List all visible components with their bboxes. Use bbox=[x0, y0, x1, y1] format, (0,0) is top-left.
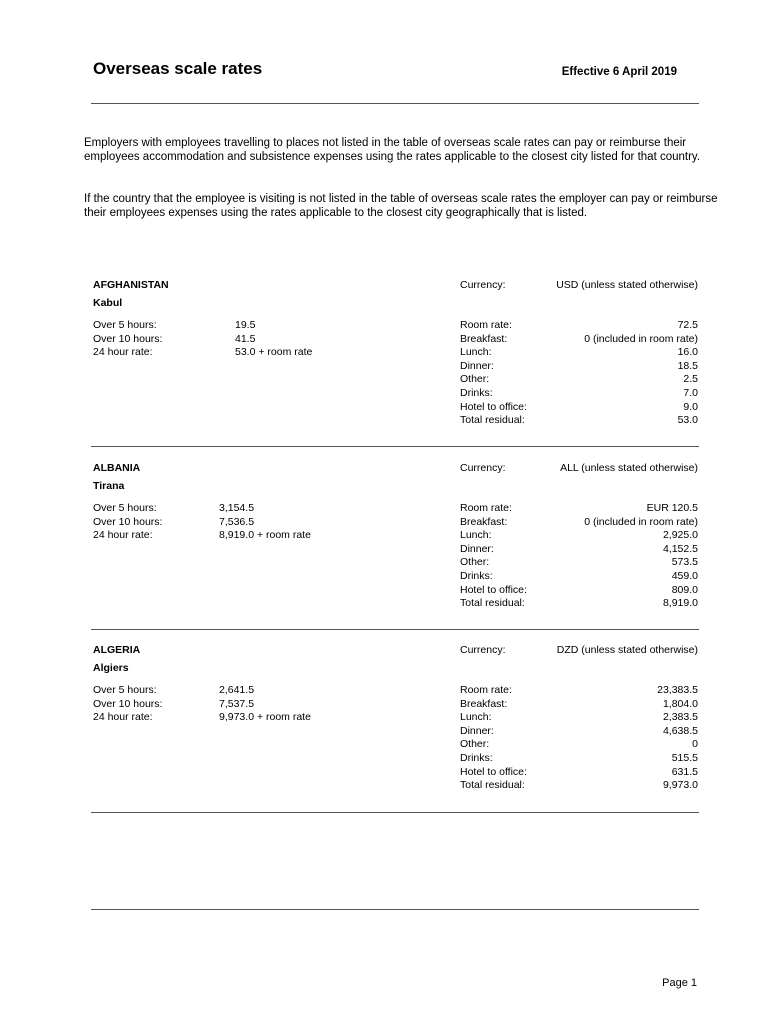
rate-value: 459.0 bbox=[671, 569, 698, 582]
country-name: ALGERIA bbox=[93, 644, 141, 656]
rate-row bbox=[460, 543, 698, 557]
rate-label: Drinks: bbox=[460, 569, 493, 582]
hour-rates bbox=[93, 319, 393, 360]
hour-rate-value: 2,641.5 bbox=[219, 684, 255, 696]
rate-label: Room rate: bbox=[460, 684, 512, 696]
hour-rate-label: Over 5 hours: bbox=[93, 502, 157, 514]
hour-rate-label: 24 hour rate: bbox=[93, 346, 153, 358]
currency-label: Currency: bbox=[460, 279, 506, 291]
rate-row bbox=[460, 752, 698, 766]
rate-row bbox=[460, 766, 698, 780]
hour-rate-row bbox=[93, 711, 393, 725]
rate-value: 0 bbox=[692, 738, 698, 751]
hour-rate-value: 41.5 bbox=[235, 332, 256, 345]
rate-label: Other: bbox=[460, 556, 490, 569]
hour-rate-value: 19.5 bbox=[235, 319, 256, 331]
rate-row bbox=[460, 597, 698, 611]
rate-row bbox=[460, 684, 698, 698]
rate-label: Hotel to office: bbox=[460, 765, 527, 778]
rate-row bbox=[460, 387, 698, 401]
rate-row bbox=[460, 319, 698, 333]
rate-label: Hotel to office: bbox=[460, 400, 527, 413]
rate-value: 2,925.0 bbox=[662, 529, 698, 542]
rate-value: 809.0 bbox=[671, 583, 698, 596]
hour-rate-value: 9,973.0 + room rate bbox=[219, 711, 311, 723]
rate-value: 631.5 bbox=[671, 765, 698, 778]
rate-breakdown bbox=[460, 502, 698, 611]
rate-value: 573.5 bbox=[671, 556, 698, 569]
rate-breakdown bbox=[460, 684, 698, 793]
hour-rate-value: 7,536.5 bbox=[219, 515, 255, 528]
rate-row bbox=[460, 516, 698, 530]
effective-date: Effective 6 April 2019 bbox=[561, 66, 677, 78]
intro-paragraph-1: Employers with employees travelling to places not listed in the table of overseas scale rates can pay or reimburse their employees accommodation and subsistence expenses using the rates applicable to the closest city listed for that country. bbox=[84, 137, 701, 163]
rate-label: Total residual: bbox=[460, 779, 525, 792]
rate-row bbox=[460, 556, 698, 570]
rate-label: Drinks: bbox=[460, 751, 493, 764]
rate-label: Room rate: bbox=[460, 319, 512, 331]
hour-rate-label: Over 10 hours: bbox=[93, 332, 163, 345]
rate-value: 4,638.5 bbox=[662, 724, 698, 737]
section-divider bbox=[91, 812, 699, 813]
hour-rate-row bbox=[93, 529, 393, 543]
rate-value: 8,919.0 bbox=[662, 597, 698, 610]
rate-row bbox=[460, 738, 698, 752]
rate-value: 0 (included in room rate) bbox=[584, 332, 698, 345]
rate-label: Lunch: bbox=[460, 346, 492, 359]
country-section-afghanistan bbox=[92, 279, 699, 439]
rate-label: Total residual: bbox=[460, 597, 525, 610]
rate-row bbox=[460, 584, 698, 598]
rate-value: 2.5 bbox=[683, 373, 698, 386]
section-divider bbox=[91, 629, 699, 630]
rate-row bbox=[460, 414, 698, 428]
rate-label: Dinner: bbox=[460, 724, 494, 737]
hour-rate-row bbox=[93, 516, 393, 530]
rate-row bbox=[460, 529, 698, 543]
hour-rate-row bbox=[93, 698, 393, 712]
city-name: Algiers bbox=[93, 662, 129, 674]
hour-rate-label: Over 5 hours: bbox=[93, 319, 157, 331]
country-name: AFGHANISTAN bbox=[93, 279, 169, 291]
rate-label: Breakfast: bbox=[460, 515, 508, 528]
rate-row bbox=[460, 711, 698, 725]
hour-rates bbox=[93, 502, 393, 543]
hour-rate-row bbox=[93, 333, 393, 347]
hour-rate-label: Over 5 hours: bbox=[93, 684, 157, 696]
page-title: Overseas scale rates bbox=[93, 59, 263, 78]
rate-label: Hotel to office: bbox=[460, 583, 527, 596]
rate-value: 1,804.0 bbox=[662, 697, 698, 710]
rate-value: 7.0 bbox=[683, 386, 698, 399]
rate-row bbox=[460, 373, 698, 387]
hour-rate-row bbox=[93, 319, 393, 333]
rate-label: Other: bbox=[460, 373, 490, 386]
city-name: Tirana bbox=[93, 480, 125, 492]
rate-row bbox=[460, 570, 698, 584]
rate-row bbox=[460, 333, 698, 347]
rate-value: 9.0 bbox=[683, 400, 698, 413]
rate-value: 515.5 bbox=[671, 751, 698, 764]
rate-value: 18.5 bbox=[677, 359, 698, 372]
currency-value: USD (unless stated otherwise) bbox=[556, 279, 698, 291]
country-name: ALBANIA bbox=[93, 462, 141, 474]
rate-row bbox=[460, 725, 698, 739]
hour-rate-row bbox=[93, 502, 393, 516]
currency-label: Currency: bbox=[460, 644, 506, 656]
rate-label: Dinner: bbox=[460, 359, 494, 372]
hour-rate-row bbox=[93, 684, 393, 698]
rate-row bbox=[460, 779, 698, 793]
hour-rate-label: 24 hour rate: bbox=[93, 529, 153, 541]
rate-value: 0 (included in room rate) bbox=[584, 515, 698, 528]
hour-rate-value: 3,154.5 bbox=[219, 502, 255, 514]
hour-rate-label: Over 10 hours: bbox=[93, 515, 163, 528]
rate-value: 9,973.0 bbox=[662, 779, 698, 792]
rate-value: 2,383.5 bbox=[662, 711, 698, 724]
page-number: Page 1 bbox=[662, 977, 697, 989]
rate-row bbox=[460, 346, 698, 360]
rate-row bbox=[460, 401, 698, 415]
rate-label: Room rate: bbox=[460, 502, 512, 514]
country-section-albania bbox=[92, 462, 699, 622]
rate-label: Drinks: bbox=[460, 386, 493, 399]
rate-label: Dinner: bbox=[460, 542, 494, 555]
rate-label: Breakfast: bbox=[460, 332, 508, 345]
hour-rate-label: 24 hour rate: bbox=[93, 711, 153, 723]
city-name: Kabul bbox=[93, 297, 123, 309]
rate-value: 4,152.5 bbox=[662, 542, 698, 555]
rate-breakdown bbox=[460, 319, 698, 428]
rate-row bbox=[460, 502, 698, 516]
rate-label: Total residual: bbox=[460, 414, 525, 427]
rate-value: 16.0 bbox=[677, 346, 698, 359]
rate-label: Lunch: bbox=[460, 529, 492, 542]
currency-value: DZD (unless stated otherwise) bbox=[556, 644, 698, 656]
rate-row bbox=[460, 360, 698, 374]
hour-rate-value: 53.0 + room rate bbox=[235, 346, 313, 358]
rate-value: 53.0 bbox=[677, 414, 698, 427]
hour-rate-label: Over 10 hours: bbox=[93, 697, 163, 710]
rate-label: Other: bbox=[460, 738, 490, 751]
hour-rate-row bbox=[93, 346, 393, 360]
rate-value: EUR 120.5 bbox=[646, 502, 698, 514]
rate-label: Lunch: bbox=[460, 711, 492, 724]
rate-row bbox=[460, 698, 698, 712]
rate-value: 72.5 bbox=[677, 319, 698, 331]
currency-value: ALL (unless stated otherwise) bbox=[560, 462, 698, 474]
currency-label: Currency: bbox=[460, 462, 506, 474]
section-divider bbox=[91, 446, 699, 447]
hour-rate-value: 7,537.5 bbox=[219, 697, 255, 710]
intro-paragraph-2: If the country that the employee is visiting is not listed in the table of overseas scale rates the employer can pay or reimburse their employees expenses using the rates applicable to the closest city geographically that is listed. bbox=[84, 193, 718, 219]
hour-rates bbox=[93, 684, 393, 725]
rate-label: Breakfast: bbox=[460, 697, 508, 710]
footer-divider bbox=[91, 909, 699, 910]
country-section-algeria bbox=[92, 644, 699, 804]
hour-rate-value: 8,919.0 + room rate bbox=[219, 529, 311, 541]
header-divider bbox=[91, 103, 699, 104]
rate-value: 23,383.5 bbox=[657, 684, 698, 696]
